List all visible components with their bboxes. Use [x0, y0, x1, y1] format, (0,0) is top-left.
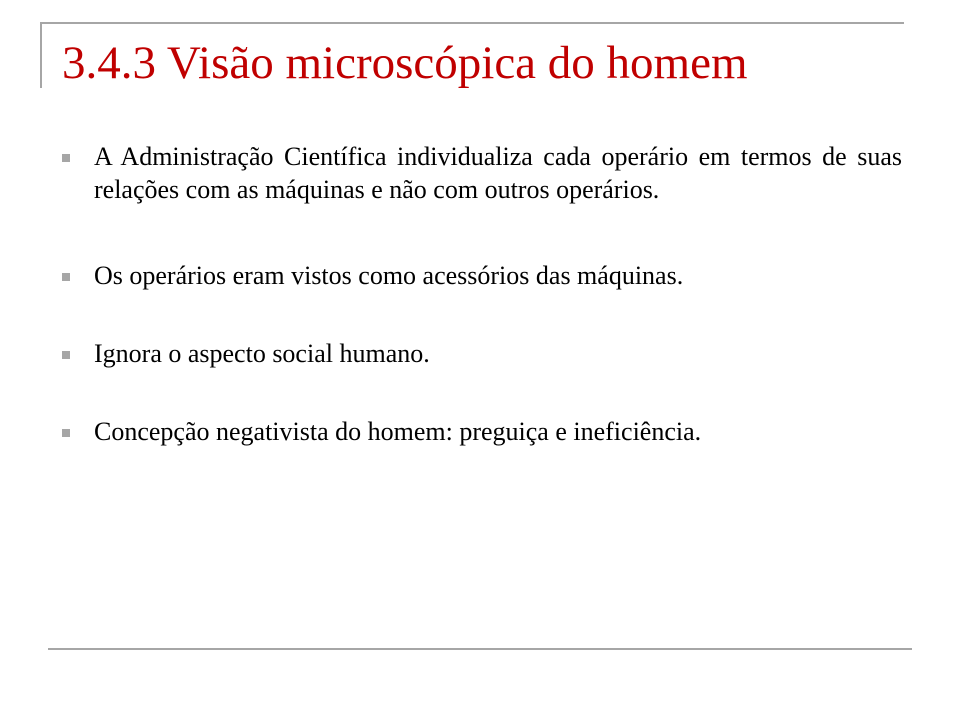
- bullet-list: [62, 140, 902, 448]
- bullet-item: [62, 337, 902, 370]
- top-divider: [40, 22, 904, 24]
- slide-title: 3.4.3 Visão microscópica do homem: [62, 37, 748, 89]
- bullet-item: [62, 140, 902, 206]
- bullet-text: Os operários eram vistos como acessórios das máquinas.: [94, 261, 684, 290]
- bullet-item: [62, 259, 902, 292]
- square-bullet-icon: [62, 154, 70, 162]
- bottom-divider: [48, 648, 912, 650]
- square-bullet-icon: [62, 429, 70, 437]
- bullet-item: [62, 415, 902, 448]
- square-bullet-icon: [62, 351, 70, 359]
- bullet-text: Ignora o aspecto social humano.: [94, 339, 430, 368]
- bullet-text: A Administração Científica individualiza cada operário em termos de suas relações com as máquinas e não com outros operários.: [94, 142, 902, 204]
- square-bullet-icon: [62, 273, 70, 281]
- left-divider: [40, 22, 42, 88]
- bullet-text: Concepção negativista do homem: preguiça e ineficiência.: [94, 417, 702, 446]
